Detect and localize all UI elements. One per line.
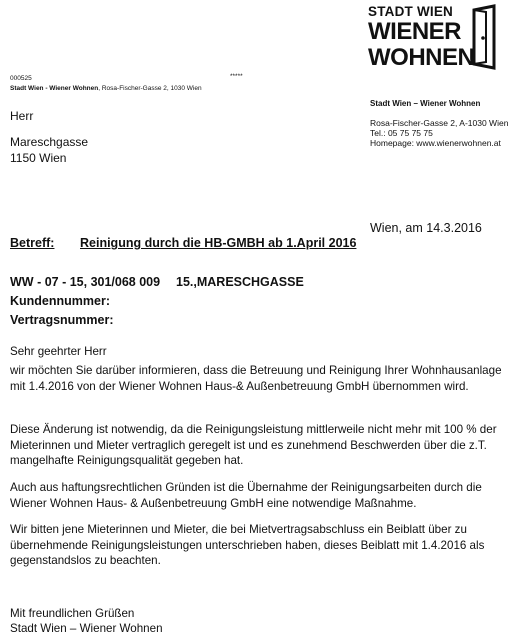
greeting: Sehr geehrter Herr — [10, 345, 107, 358]
sender-name: Stadt Wien - Wiener Wohnen — [10, 85, 99, 92]
org-homepage: Homepage: www.wienerwohnen.at — [370, 138, 501, 148]
org-name-text: Stadt Wien – Wiener Wohnen — [370, 99, 481, 108]
stars: ***** — [230, 73, 243, 80]
org-phone: Tel.: 05 75 75 75 — [370, 128, 433, 138]
paragraph-2: Diese Änderung ist notwendig, da die Reinigungsleistung mittlerweile nicht mehr mit 100 % der Mieterinnen und Mieter vertraglich geregelt ist und es zunehmend Beschwerden über die z.T. mangelhafte Reinigungsqualität gegeben hat. — [10, 423, 497, 467]
org-name — [370, 99, 480, 108]
subject-text: Reinigung durch die HB-GMBH ab 1.April 2016 — [80, 236, 357, 250]
logo-line-3: WOHNEN — [368, 44, 475, 71]
contract-number-label: Vertragsnummer: — [10, 313, 114, 327]
letter-date: Wien, am 14.3.2016 — [370, 221, 482, 235]
door-icon — [472, 4, 498, 70]
org-address: Rosa-Fischer-Gasse 2, A-1030 Wien — [370, 118, 509, 128]
subject-label: Betreff: — [10, 236, 55, 250]
reference-address: 15.,MARESCHGASSE — [176, 275, 304, 289]
closing-sender: Stadt Wien – Wiener Wohnen — [10, 622, 163, 635]
reference-code: 000525 — [10, 75, 32, 82]
sender-address: , Rosa-Fischer-Gasse 2, 1030 Wien — [98, 85, 202, 92]
recipient-street: Mareschgasse — [10, 135, 89, 149]
logo-line-2: WIENER — [368, 18, 461, 45]
sender-line — [10, 85, 202, 92]
customer-number-label: Kundennummer: — [10, 294, 110, 308]
recipient-salutation: Herr — [10, 109, 34, 123]
paragraph-1: wir möchten Sie darüber informieren, dass die Betreuung und Reinigung Ihrer Wohnhausanlage mit 1.4.2016 von der Wiener Wohnen Haus-& Außenbetreuung GmbH übernommen wird. — [10, 364, 502, 393]
paragraph-3: Auch aus haftungsrechtlichen Gründen ist die Übernahme der Reinigungsarbeiten durch die Wiener Wohnen Haus- & Außenbetreuung GmbH eine notwendige Maßnahme. — [10, 481, 482, 510]
logo-line-1: STADT WIEN — [368, 4, 453, 19]
reference-code-line: WW - 07 - 15, 301/068 009 — [10, 275, 161, 289]
paragraph-4: Wir bitten jene Mieterinnen und Mieter, die bei Mietvertragsabschluss ein Beiblatt über zu übernehmende Reinigungsleistungen unterschrieben haben, dieses Beiblatt mit 1.4.2016 als gegenstandslos zu beachten. — [10, 523, 485, 567]
recipient-city: 1150 Wien — [10, 151, 67, 165]
closing-greeting: Mit freundlichen Grüßen — [10, 607, 135, 620]
wiener-wohnen-logo — [368, 4, 503, 74]
